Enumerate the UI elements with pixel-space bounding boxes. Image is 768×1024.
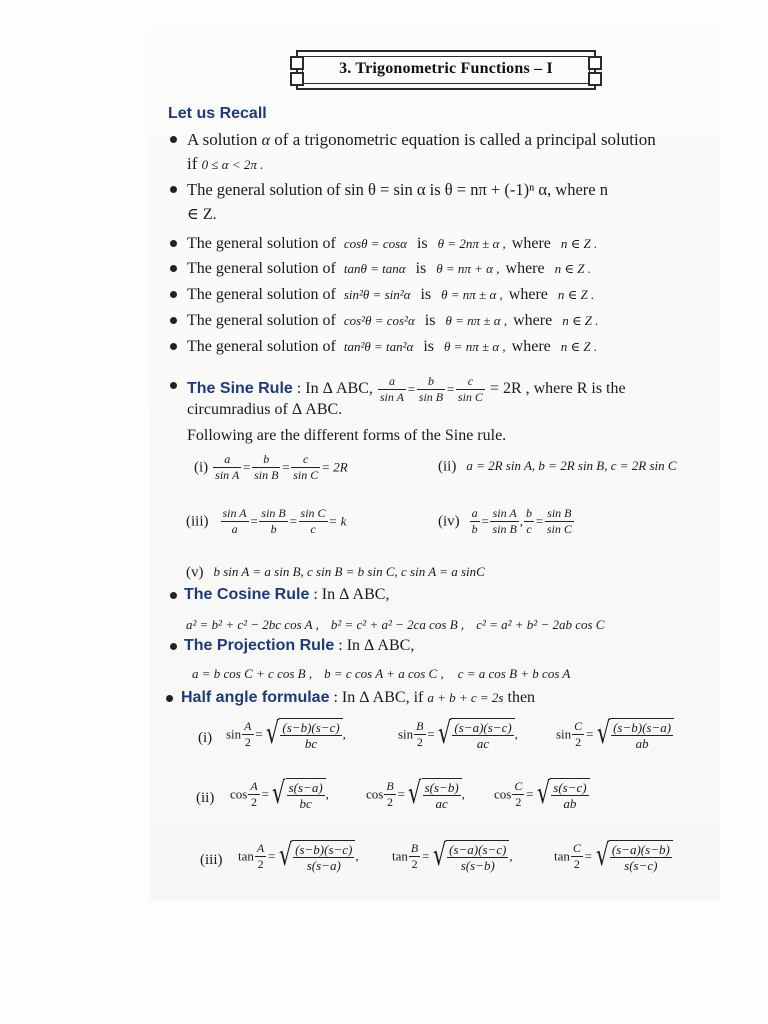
general-solution-item	[187, 234, 597, 254]
general-prefix: The general solution of	[187, 260, 336, 277]
general-solution-item	[187, 311, 599, 331]
general-solution-item	[187, 259, 591, 279]
radicand-numerator: s(s−c)	[553, 780, 587, 795]
sine-rule-forms-intro: Following are the different forms of the Sine rule.	[187, 427, 507, 444]
bullet	[170, 136, 177, 143]
projection-rule-formulas	[192, 664, 570, 684]
principal-text: A solution	[187, 130, 258, 149]
half-angle-fraction: $\frac{A}{2}$	[256, 841, 265, 871]
radicand-denominator: s(s−b)	[460, 858, 495, 873]
general-set: n ∈ Z .	[560, 339, 598, 354]
cosine-rule-line	[184, 585, 389, 605]
sine-rule-line2: circumradius of Δ ABC.	[187, 401, 343, 418]
square-root: √ $\frac{(s-a)(s-c)}{ac}$	[435, 718, 514, 751]
principal-condition: 0 ≤ α < 2π .	[201, 157, 264, 172]
principal-text: of a trigonometric equation is called a principal solution	[274, 130, 656, 149]
radicand-denominator: ac	[435, 796, 448, 811]
radicand-denominator: bc	[299, 796, 312, 811]
half-angle-fraction: $\frac{C}{2}$	[574, 719, 583, 749]
bullet	[170, 291, 177, 298]
general-solution-item	[187, 285, 594, 305]
trig-function: tan	[238, 848, 254, 864]
sine-rule-tail: = 2R , where R is the	[489, 380, 626, 398]
cosine-rule-heading: The Cosine Rule	[184, 586, 310, 603]
half-angle-heading: Half angle formulae	[181, 689, 330, 706]
general-equation: cos²θ = cos²α	[343, 313, 415, 328]
general-equation: tanθ = tanα	[343, 261, 406, 276]
bullet	[166, 695, 173, 702]
general-where: where	[508, 286, 548, 303]
form-expression: b sin A = a sin B, c sin B = b sin C, c sin A = a sinC	[213, 564, 485, 579]
half-angle-condition: a + b + c = 2s	[427, 690, 504, 705]
trig-function: sin	[398, 726, 414, 742]
general-sin-cont: ∈ Z.	[187, 206, 217, 223]
half-angle-formula: cos $\frac{A}{2}$ = √ $\frac{s(s-a)}{bc}$ ,	[230, 776, 329, 811]
bullet	[170, 343, 177, 350]
projection-formula: b = c cos A + a cos C ,	[324, 666, 444, 681]
alpha-symbol: α	[261, 132, 271, 149]
square-root: √ $\frac{s(s-a)}{bc}$	[269, 778, 325, 811]
sine-rule-intro: : In Δ ABC,	[296, 380, 373, 398]
radicand-denominator: ac	[476, 736, 490, 751]
general-solution-expr: θ = nπ ± α ,	[441, 287, 503, 302]
general-equation: sin²θ = sin²α	[343, 287, 411, 302]
form-label: (iv)	[438, 513, 460, 530]
sine-rule-heading: The Sine Rule	[187, 380, 293, 398]
sine-form-iii: (iii) $\frac{\text{sin A}}{a}$ = $\frac{\text{sin B}}{b}$ = $\frac{\text{sin C}}{c}$ = k	[186, 506, 347, 536]
general-prefix: The general solution of	[187, 338, 336, 355]
radicand-denominator: bc	[304, 736, 318, 751]
form-tail: = 2R	[321, 459, 348, 475]
general-is: is	[415, 260, 427, 277]
radicand-numerator: (s−a)(s−b)	[611, 842, 670, 857]
cosine-formula: a² = b² + c² − 2bc cos A ,	[186, 617, 319, 632]
chapter-title-box	[296, 50, 596, 90]
radicand-numerator: (s−a)(s−c)	[454, 720, 512, 735]
general-solution-expr: θ = nπ ± α ,	[444, 339, 506, 354]
half-angle-line	[181, 688, 535, 708]
projection-rule-intro: : In Δ ABC,	[338, 637, 415, 654]
half-angle-fraction: $\frac{C}{2}$	[572, 841, 581, 871]
projection-formula: a = b cos C + c cos B ,	[192, 666, 313, 681]
bullet	[170, 382, 177, 389]
radicand-numerator: (s−b)(s−c)	[295, 842, 353, 857]
general-prefix: The general solution of	[187, 286, 336, 303]
general-solution-expr: θ = nπ ± α ,	[445, 313, 508, 328]
half-angle-formula: tan $\frac{B}{2}$ = √ $\frac{(s-a)(s-c)}{s(s-b)}$ ,	[392, 838, 513, 873]
general-where: where	[511, 235, 551, 252]
general-is: is	[424, 312, 436, 329]
trig-function: tan	[554, 848, 570, 864]
half-angle-formula: tan $\frac{A}{2}$ = √ $\frac{(s-b)(s-c)}{s(s-a)}$ ,	[238, 838, 359, 873]
cosine-rule-formulas	[186, 615, 604, 635]
general-is: is	[423, 338, 435, 355]
general-is: is	[420, 286, 432, 303]
bullet	[170, 240, 177, 247]
square-root: √ $\frac{(s-b)(s-a)}{ab}$	[594, 718, 674, 751]
square-root: √ $\frac{(s-a)(s-b)}{s(s-c)}$	[593, 840, 673, 873]
half-angle-fraction: $\frac{B}{2}$	[416, 719, 424, 749]
general-solution-item	[187, 337, 597, 357]
general-prefix: The general solution of	[187, 235, 336, 252]
sine-form-ii	[438, 456, 677, 476]
radicand-denominator: ab	[635, 736, 649, 751]
form-label: (v)	[186, 564, 204, 581]
bullet	[170, 265, 177, 272]
general-sin-line: The general solution of sin θ = sin α is θ = nπ + (-1)ⁿ α, where n	[187, 180, 608, 199]
half-angle-formula: cos $\frac{B}{2}$ = √ $\frac{s(s-b)}{ac}$ ,	[366, 776, 465, 811]
radicand-numerator: (s−b)(s−a)	[613, 720, 672, 735]
bullet	[170, 186, 177, 193]
general-set: n ∈ Z .	[562, 313, 599, 328]
fraction-a-sinA: $\frac{a}{\text{sin A}}$	[379, 374, 404, 404]
sine-form-i: (i) $\frac{a}{\text{sin A}}$ = $\frac{b}{\text{sin B}}$ = $\frac{c}{\text{sin C}}$ = 2R	[194, 452, 348, 482]
bullet	[170, 317, 177, 324]
general-where: where	[511, 338, 551, 355]
bullet	[170, 592, 177, 599]
cosine-formula: b² = c² + a² − 2ca cos B ,	[330, 617, 465, 632]
square-root: √ $\frac{(s-b)(s-c)}{bc}$	[263, 718, 342, 751]
half-angle-formula: sin $\frac{A}{2}$ = √ $\frac{(s-b)(s-c)}{bc}$ ,	[226, 716, 346, 751]
general-set: n ∈ Z .	[554, 261, 591, 276]
general-where: where	[513, 312, 553, 329]
sine-form-v	[186, 562, 485, 582]
cosine-rule-intro: : In Δ ABC,	[313, 586, 390, 603]
cosine-formula: c² = a² + b² − 2ab cos C	[476, 617, 605, 632]
sine-form-iv: (iv) $\frac{a}{b}$ = $\frac{\text{sin A}}{\text{sin B}}$ , $\frac{b}{c}$ = $\frac{\text{sin B}}{\text{sin C}}$	[438, 506, 572, 536]
form-tail: = k	[328, 513, 347, 529]
radicand-denominator: s(s−c)	[624, 858, 658, 873]
radicand-numerator: (s−b)(s−c)	[282, 720, 340, 735]
half-angle-fraction: $\frac{B}{2}$	[386, 779, 394, 809]
fraction-b-sinB: $\frac{b}{\text{sin B}}$	[418, 374, 444, 404]
trig-function: cos	[366, 786, 384, 802]
form-label: (i)	[194, 459, 209, 476]
projection-rule-heading: The Projection Rule	[184, 637, 335, 654]
general-prefix: The general solution of	[187, 312, 336, 329]
half-angle-intro: : In Δ ABC, if	[333, 689, 424, 706]
trig-function: sin	[556, 726, 572, 742]
fraction-c-sinC: $\frac{c}{\text{sin C}}$	[457, 374, 483, 404]
general-equation: cosθ = cosα	[343, 236, 407, 251]
trig-function: cos	[494, 786, 512, 802]
general-solution-expr: θ = nπ + α ,	[436, 261, 500, 276]
radicand-numerator: (s−a)(s−c)	[449, 842, 507, 857]
recall-heading: Let us Recall	[168, 105, 267, 122]
projection-rule-line	[184, 636, 414, 656]
radicand-numerator: s(s−a)	[288, 780, 323, 795]
half-angle-then: then	[507, 689, 536, 706]
general-set: n ∈ Z .	[557, 287, 595, 302]
bullet	[170, 643, 177, 650]
form-label: (ii)	[438, 458, 457, 475]
projection-formula: c = a cos B + b cos A	[457, 666, 571, 681]
half-angle-fraction: $\frac{C}{2}$	[514, 779, 523, 809]
principal-text: if	[187, 154, 198, 173]
principal-line2	[187, 154, 263, 175]
trig-function: cos	[230, 786, 248, 802]
half-angle-row-label: (i)	[198, 730, 213, 746]
half-angle-fraction: $\frac{B}{2}$	[410, 841, 419, 871]
general-set: n ∈ Z .	[560, 236, 598, 251]
general-solution-expr: θ = 2nπ ± α ,	[437, 236, 506, 251]
principal-line1	[187, 130, 656, 151]
half-angle-fraction: $\frac{A}{2}$	[250, 779, 258, 809]
general-equation: tan²θ = tan²α	[343, 339, 414, 354]
form-label: (iii)	[186, 513, 209, 530]
radicand-denominator: ab	[563, 796, 577, 811]
square-root: √ $\frac{s(s-b)}{ac}$	[405, 778, 461, 811]
general-where: where	[505, 260, 545, 277]
half-angle-formula: sin $\frac{C}{2}$ = √ $\frac{(s-b)(s-a)}{ab}$	[556, 718, 674, 751]
half-angle-row-label: (ii)	[196, 790, 215, 806]
chapter-title: 3. Trigonometric Functions – I	[339, 60, 553, 77]
trig-function: sin	[226, 726, 242, 742]
radicand-denominator: s(s−a)	[306, 858, 341, 873]
half-angle-formula: cos $\frac{C}{2}$ = √ $\frac{s(s-c)}{ab}$	[494, 778, 590, 811]
half-angle-fraction: $\frac{A}{2}$	[244, 719, 252, 749]
trig-function: tan	[392, 848, 408, 864]
square-root: √ $\frac{(s-a)(s-c)}{s(s-b)}$	[430, 840, 509, 873]
half-angle-formula: tan $\frac{C}{2}$ = √ $\frac{(s-a)(s-b)}{s(s-c)}$	[554, 840, 673, 873]
half-angle-formula: sin $\frac{B}{2}$ = √ $\frac{(s-a)(s-c)}{ac}$ ,	[398, 716, 518, 751]
radicand-numerator: s(s−b)	[424, 780, 459, 795]
half-angle-row-label: (iii)	[200, 852, 223, 868]
square-root: √ $\frac{(s-b)(s-c)}{s(s-a)}$	[276, 840, 355, 873]
square-root: √ $\frac{s(s-c)}{ab}$	[534, 778, 589, 811]
sine-rule-line: The Sine Rule : In Δ ABC, $\frac{a}{\text{sin A}}$ = $\frac{b}{\text{sin B}}$ = $\frac{c}{\text{sin C}}$ = 2R , where R is the	[187, 374, 626, 404]
general-is: is	[416, 235, 428, 252]
form-expression: a = 2R sin A, b = 2R sin B, c = 2R sin C	[466, 458, 677, 473]
